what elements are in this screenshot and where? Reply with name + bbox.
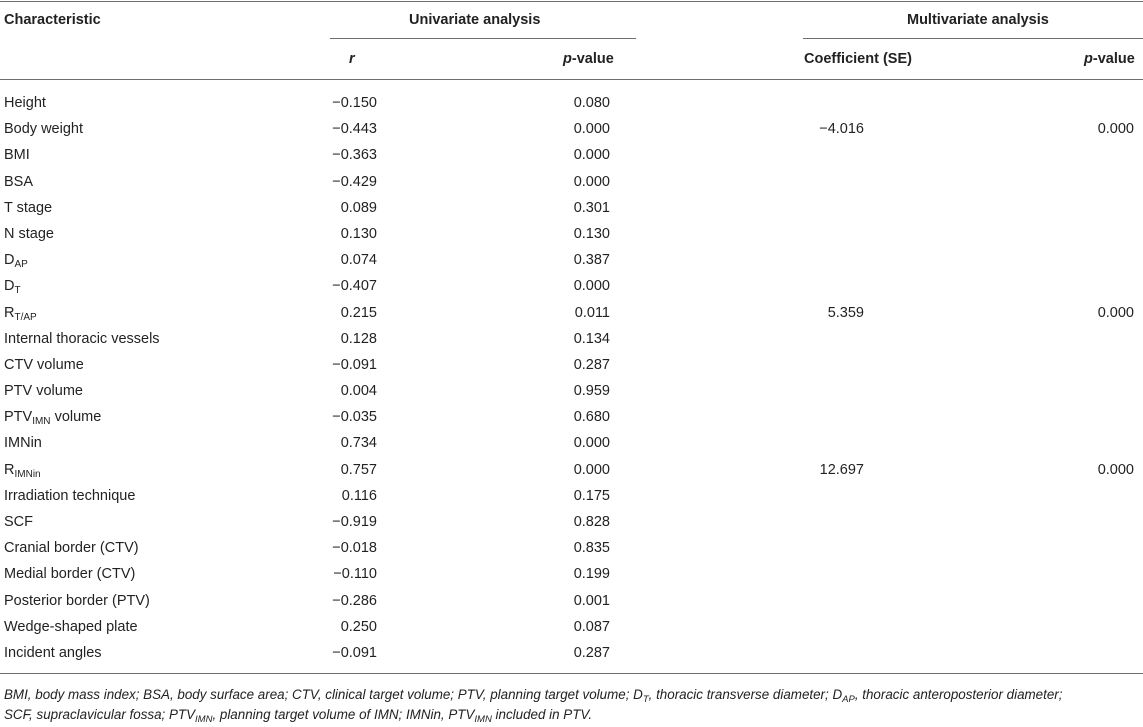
footnote-text: SCF, supraclavicular fossa; PTV (4, 707, 196, 722)
table-row (0, 169, 1143, 195)
row-label-subscript: T (14, 285, 21, 297)
table-row (0, 116, 1143, 142)
row-label-text: Cranial border (CTV) (4, 540, 139, 557)
footnote-text: included in PTV. (491, 707, 593, 722)
univariate-p-value: 0.000 (573, 435, 610, 452)
row-label (4, 509, 33, 535)
r-value: 0.116 (341, 487, 377, 504)
r-value: 0.004 (340, 383, 377, 400)
table-row (0, 640, 1143, 666)
table-row (0, 561, 1143, 587)
footnote-sub: AP (842, 694, 855, 705)
table-row (0, 273, 1143, 299)
row-label-text: Posterior border (PTV) (4, 592, 150, 609)
table-row (0, 247, 1143, 273)
header-p-rest: -value (1092, 51, 1135, 67)
r-value: 0.130 (340, 225, 377, 242)
row-label-text: Medial border (CTV) (4, 566, 136, 583)
row-label (4, 430, 42, 456)
coefficient-value: 5.359 (827, 304, 864, 321)
r-value: −0.018 (332, 540, 377, 557)
row-label-text: D (4, 252, 15, 269)
univariate-p-value: 0.959 (573, 383, 610, 400)
r-value: −0.443 (332, 121, 377, 138)
row-label-text: BSA (4, 173, 34, 190)
row-label (4, 169, 33, 195)
row-label-text: PTV (4, 409, 33, 426)
multivariate-p-value: 0.000 (1097, 461, 1134, 478)
table-row (0, 195, 1143, 221)
r-value: 0.250 (340, 618, 377, 635)
r-value: −0.429 (332, 173, 377, 190)
univariate-p-value: 0.287 (573, 356, 610, 373)
univariate-p-value: 0.000 (573, 461, 610, 478)
row-label (4, 195, 52, 221)
row-label (4, 457, 41, 483)
table-row (0, 221, 1143, 247)
row-label (4, 561, 135, 587)
table-row (0, 300, 1143, 326)
row-label-text: Incident angles (4, 644, 102, 661)
header-characteristic: Characteristic (4, 12, 101, 28)
table-row (0, 457, 1143, 483)
row-label (4, 404, 101, 430)
univariate-p-value: 0.000 (573, 278, 610, 295)
footnote-text: , thoracic transverse diameter; D (648, 687, 843, 702)
row-label-text: D (4, 278, 15, 295)
row-label-text: IMNin (4, 435, 42, 452)
univariate-p-value: 0.828 (573, 514, 610, 530)
univariate-p-value: 0.199 (573, 566, 610, 583)
univariate-p-value: 0.175 (573, 487, 610, 504)
row-label-suffix: volume (50, 409, 102, 426)
table-row (0, 404, 1143, 430)
footnote-text: , planning target volume of IMN; IMNin, PTV (212, 707, 475, 722)
table-row (0, 614, 1143, 640)
row-label (4, 535, 139, 561)
r-value: 0.734 (340, 435, 377, 452)
univariate-p-value: 0.387 (573, 252, 610, 269)
row-label (4, 300, 37, 326)
univariate-p-value: 0.130 (573, 225, 610, 242)
header-p-value-univariate (563, 51, 614, 67)
table-row (0, 90, 1143, 116)
univariate-p-value: 0.287 (573, 644, 610, 661)
table-row (0, 535, 1143, 561)
univariate-p-value: 0.835 (573, 540, 610, 557)
row-label (4, 142, 30, 168)
row-label-text: Body weight (4, 121, 83, 138)
footnote-sub: T (642, 694, 649, 705)
coefficient-value: 12.697 (819, 461, 864, 478)
row-label-text: BMI (4, 147, 30, 164)
header-r-text: r (349, 51, 355, 67)
footnote-sub: IMN (474, 714, 492, 725)
r-value: −0.150 (332, 95, 377, 111)
coefficient-value: −4.016 (819, 121, 864, 138)
row-label-subscript: IMNin (14, 468, 41, 480)
table-row (0, 378, 1143, 404)
footnote-text: , thoracic anteroposterior diameter; (854, 687, 1063, 702)
table-footnote (4, 685, 1140, 725)
multivariate-p-value: 0.000 (1097, 304, 1134, 321)
row-label-text: R (4, 461, 15, 478)
table-top-rule (0, 1, 1143, 2)
table-bottom-rule (0, 673, 1143, 674)
row-label-text: N stage (4, 225, 54, 242)
univariate-p-value: 0.301 (573, 199, 610, 216)
row-label-text: T stage (4, 199, 53, 216)
univariate-p-value: 0.680 (573, 409, 610, 426)
row-label (4, 90, 46, 116)
univariate-p-value: 0.080 (573, 95, 610, 111)
row-label-subscript: T/AP (14, 311, 37, 323)
row-label-text: PTV volume (4, 383, 83, 400)
table-row (0, 142, 1143, 168)
r-value: 0.089 (340, 199, 377, 216)
header-p-value-multivariate (1084, 51, 1135, 67)
row-label (4, 640, 102, 666)
r-value: −0.919 (332, 514, 377, 530)
univariate-p-value: 0.011 (574, 304, 610, 321)
r-value: −0.363 (332, 147, 377, 164)
r-value: −0.091 (332, 644, 377, 661)
table-body (0, 90, 1143, 666)
header-p-italic: p (1084, 51, 1093, 67)
row-label-text: Height (4, 95, 46, 111)
row-label (4, 326, 160, 352)
r-value: 0.128 (340, 330, 377, 347)
header-p-italic: p (563, 51, 572, 67)
r-value: 0.074 (340, 252, 377, 269)
row-label (4, 352, 84, 378)
r-value: −0.407 (332, 278, 377, 295)
univariate-underline (330, 38, 636, 39)
row-label (4, 247, 28, 273)
row-label (4, 378, 83, 404)
header-multivariate: Multivariate analysis (907, 12, 1049, 28)
table-row (0, 430, 1143, 456)
footnote-sub: IMN (195, 714, 213, 725)
row-label (4, 221, 54, 247)
header-univariate: Univariate analysis (409, 12, 541, 28)
r-value: −0.091 (332, 356, 377, 373)
r-value: −0.286 (332, 592, 377, 609)
r-value: −0.110 (333, 566, 377, 583)
table-row (0, 352, 1143, 378)
r-value: 0.757 (340, 461, 377, 478)
row-label (4, 588, 150, 614)
table-row (0, 509, 1143, 535)
row-label-text: R (4, 304, 15, 321)
row-label-subscript: AP (14, 259, 28, 271)
table-row (0, 483, 1143, 509)
univariate-p-value: 0.000 (573, 121, 610, 138)
row-label (4, 116, 83, 142)
row-label-text: Irradiation technique (4, 487, 136, 504)
r-value: −0.035 (332, 409, 377, 426)
row-label (4, 483, 135, 509)
row-label-text: CTV volume (4, 356, 84, 373)
row-label (4, 614, 138, 640)
row-label-text: Internal thoracic vessels (4, 330, 160, 347)
header-bottom-rule (0, 79, 1143, 80)
univariate-p-value: 0.001 (573, 592, 610, 609)
table-row (0, 588, 1143, 614)
header-coefficient: Coefficient (SE) (804, 51, 912, 67)
table-row (0, 326, 1143, 352)
footnote-text: BMI, body mass index; BSA, body surface area; CTV, clinical target volume; PTV, planning target volume; D (4, 687, 643, 702)
multivariate-p-value: 0.000 (1097, 121, 1134, 138)
header-r (349, 51, 355, 67)
univariate-p-value: 0.000 (573, 173, 610, 190)
r-value: 0.215 (340, 304, 377, 321)
row-label-text: SCF (4, 514, 33, 530)
header-p-rest: -value (571, 51, 614, 67)
row-label-subscript: IMN (32, 416, 51, 428)
univariate-p-value: 0.000 (573, 147, 610, 164)
univariate-p-value: 0.087 (573, 618, 610, 635)
row-label (4, 273, 21, 299)
multivariate-underline (803, 38, 1143, 39)
univariate-p-value: 0.134 (573, 330, 610, 347)
row-label-text: Wedge-shaped plate (4, 618, 138, 635)
